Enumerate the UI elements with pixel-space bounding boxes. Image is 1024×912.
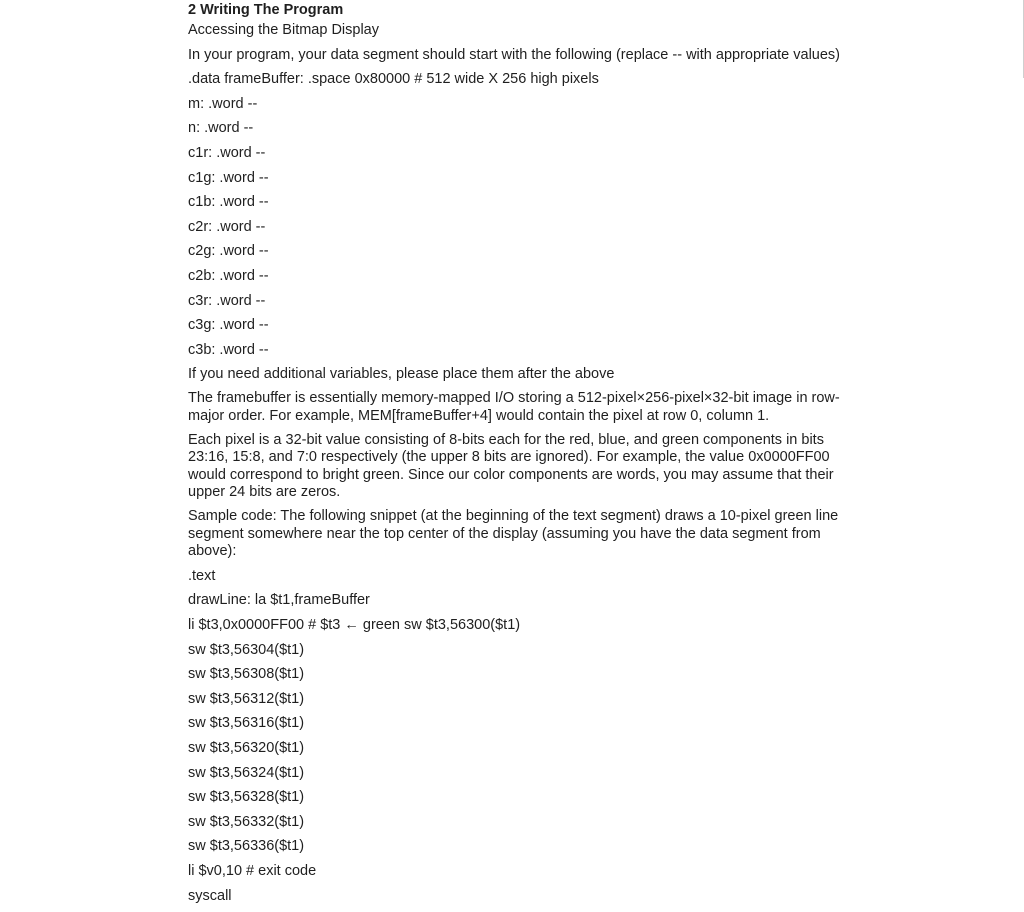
word-line: m: .word -- [188,95,258,112]
intro-text: In your program, your data segment should start with the following (replace -- with appropriate values) [188,46,841,63]
code-line: drawLine: la $t1,frameBuffer [188,592,370,609]
sample-code-paragraph: Sample code: The following snippet (at the beginning of the text segment) draws a 10-pixel green line segment somewhere near the top center of the display (assuming you have the data segment from above): [188,508,839,560]
code-line: sw $t3,56324($t1) [188,764,305,781]
code-line: li $v0,10 # exit code [188,862,317,879]
word-declarations [188,96,868,367]
code-line: sw $t3,56336($t1) [188,838,305,855]
code-listing [188,568,868,912]
word-line: c3r: .word -- [188,292,266,309]
code-line: sw $t3,56312($t1) [188,690,305,707]
code-line: sw $t3,56320($t1) [188,739,305,756]
word-line: c3g: .word -- [188,317,269,334]
code-line: .text [188,567,216,584]
code-line: sw $t3,56316($t1) [188,715,305,732]
subheading: Accessing the Bitmap Display [188,22,379,38]
code-line: sw $t3,56328($t1) [188,789,305,806]
framebuffer-paragraph: The framebuffer is essentially memory-mapped I/O storing a 512-pixel×256-pixel×32-bit image in row-major order. For example, MEM[frameBuffer+4] would contain the pixel at row 0, column 1. [188,390,840,424]
code-line: sw $t3,56332($t1) [188,813,305,830]
pixel-format-paragraph: Each pixel is a 32-bit value consisting of 8-bits each for the red, blue, and green components in bits 23:16, 15:8, and 7:0 respectively (the upper 8 bits are ignored). For example, the value 0x0000FF00 would correspond to bright green. Since our color components are words, you may assume that their upper 24 bits are zeros. [188,431,834,501]
word-line: c2g: .word -- [188,243,269,260]
word-line: c2b: .word -- [188,267,269,284]
data-segment-line: .data frameBuffer: .space 0x80000 # 512 wide X 256 high pixels [188,71,599,88]
additional-vars-text: If you need additional variables, please place them after the above [188,366,615,383]
word-line: c1b: .word -- [188,194,269,211]
code-line: syscall [188,887,232,904]
word-line: n: .word -- [188,120,254,137]
word-line: c2r: .word -- [188,218,266,235]
word-line: c3b: .word -- [188,341,269,358]
section-heading: 2 Writing The Program [188,2,344,18]
word-line: c1r: .word -- [188,144,266,161]
document-body [188,0,868,912]
code-line: sw $t3,56308($t1) [188,666,305,683]
code-line: sw $t3,56304($t1) [188,641,305,658]
code-line: li $t3,0x0000FF00 # $t3 ← green sw $t3,56300($t1) [188,617,521,633]
word-line: c1g: .word -- [188,169,269,186]
